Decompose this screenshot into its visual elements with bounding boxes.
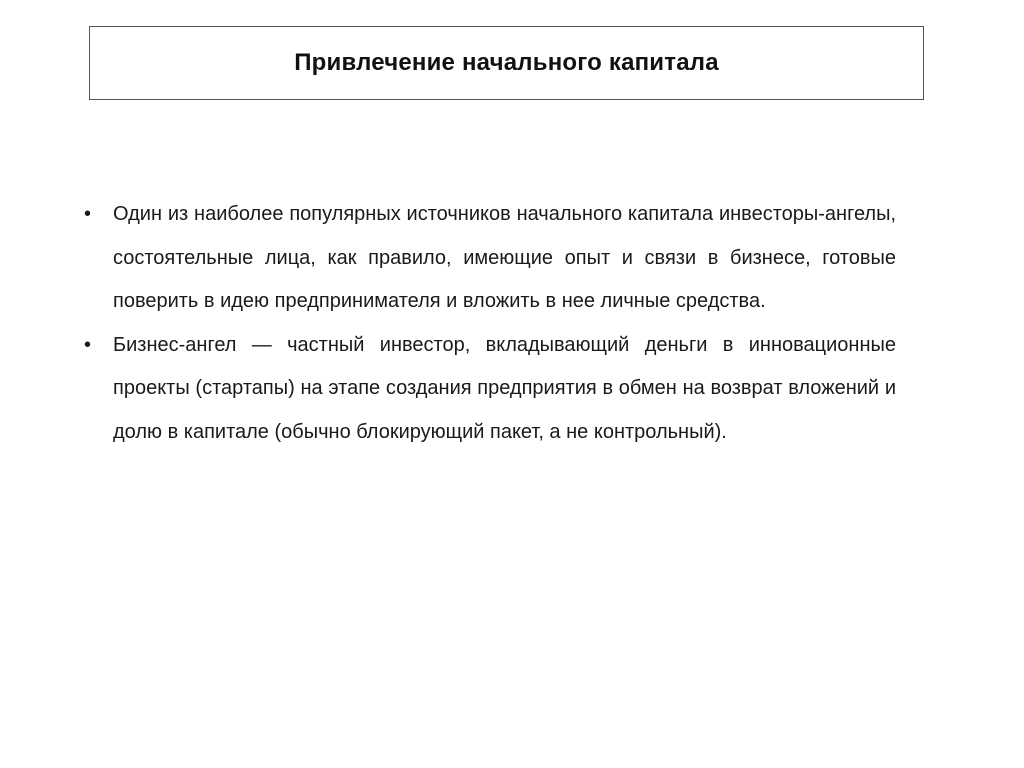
bullet-item-1 bbox=[84, 193, 896, 324]
bullet-text: Бизнес-ангел — частный инвестор, вкладывающий деньги в инновационные проекты (стартапы) на этапе создания предприятия в обмен на возврат вложений и долю в капитале (обычно блокирующий пакет, а не контрольный). bbox=[113, 333, 896, 443]
bullet-list bbox=[84, 193, 896, 454]
bullet-icon: • bbox=[84, 203, 92, 225]
bullet-text: Один из наиболее популярных источников начального капитала инвесторы-ангелы, состоятельные лица, как правило, имеющие опыт и связи в бизнесе, готовые поверить в идею предпринимателя и вложить в нее личные средства. bbox=[113, 203, 896, 312]
title-box bbox=[89, 26, 924, 100]
bullet-item-2 bbox=[84, 324, 896, 455]
slide-title: Привлечение начального капитала bbox=[294, 49, 719, 76]
bullet-icon: • bbox=[84, 333, 92, 356]
